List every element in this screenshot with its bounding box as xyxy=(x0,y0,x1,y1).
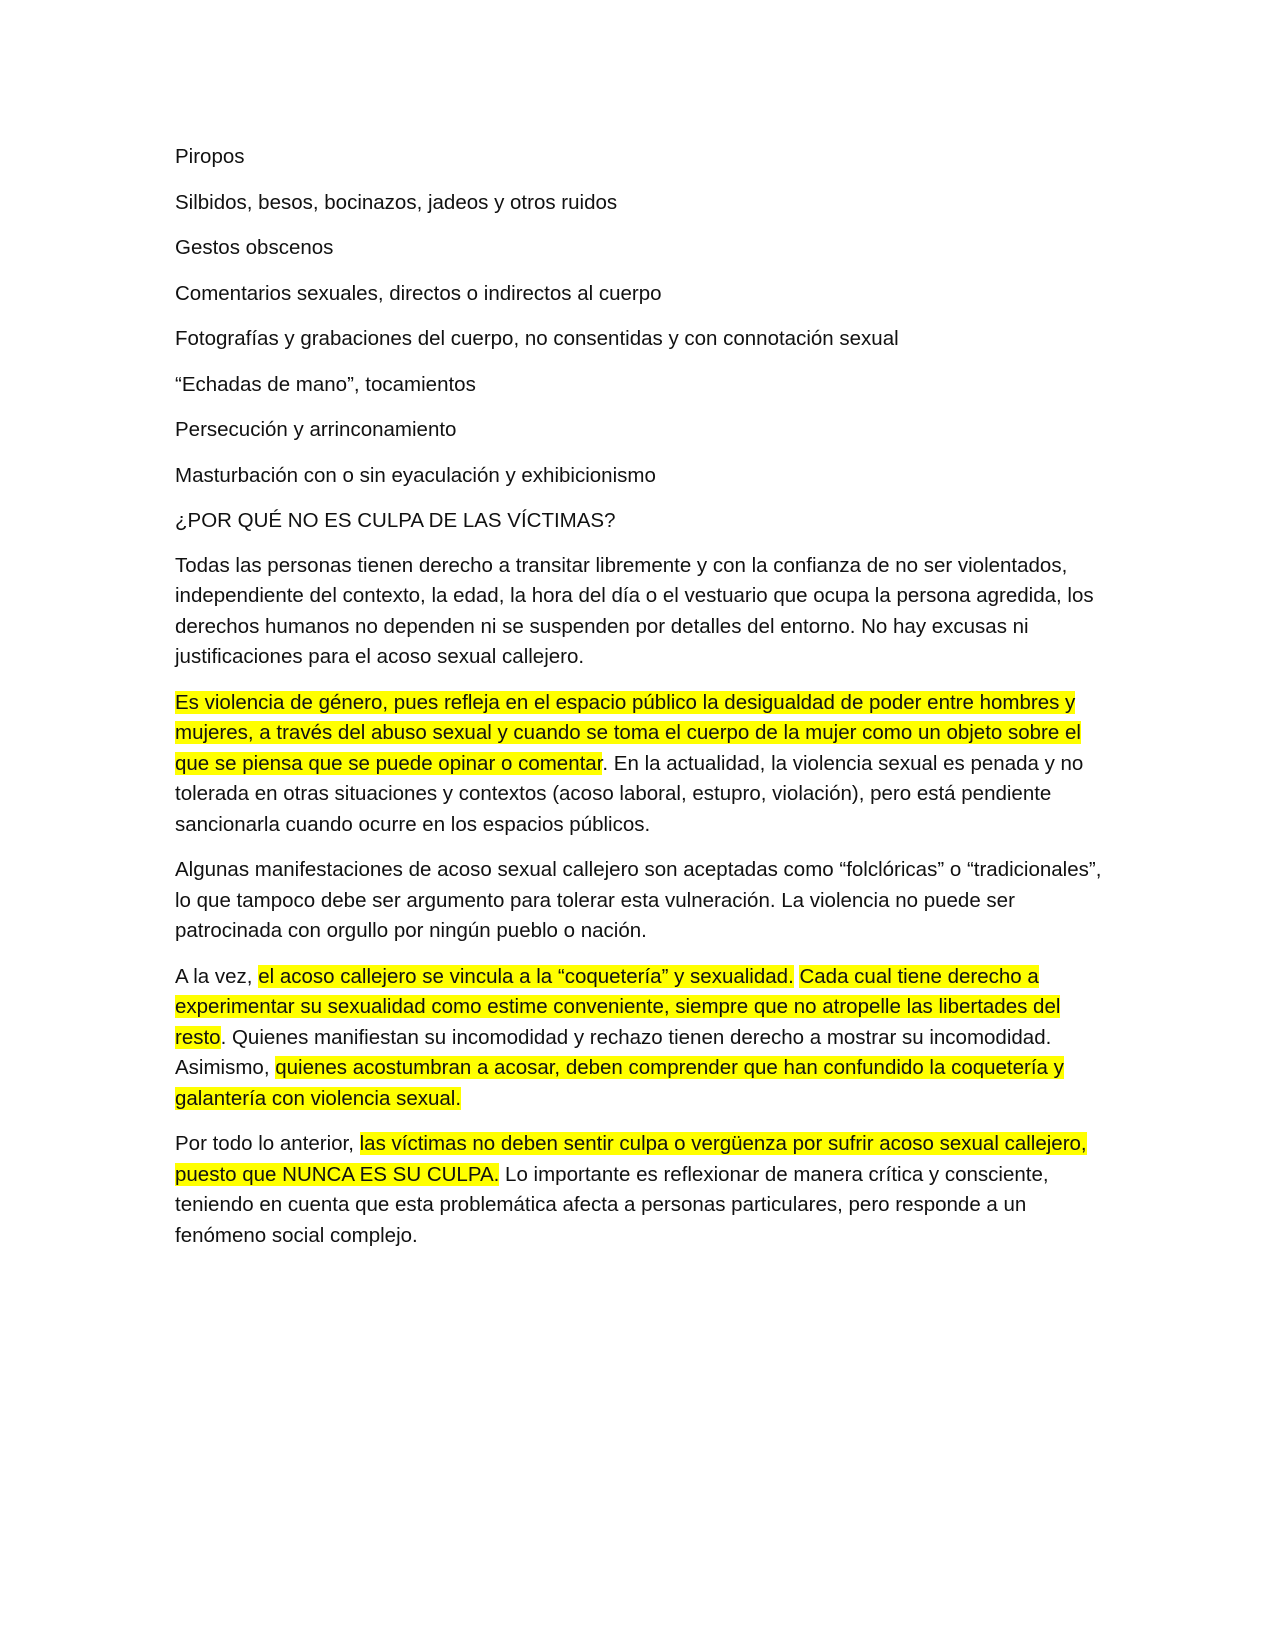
list-item: Silbidos, besos, bocinazos, jadeos y otros ruidos xyxy=(175,190,618,214)
highlighted-text: las víctimas no deben sentir culpa o vergüenza por sufrir acoso sexual callejero, puesto que NUNCA ES SU CULPA. xyxy=(175,1132,1087,1186)
highlighted-text: Es violencia de género, pues refleja en el espacio público la desigualdad de poder entre hombres y mujeres, a través del abuso sexual y cuando se toma el cuerpo de la mujer como un objeto sobre el que se piensa que se puede opinar o comentar xyxy=(175,690,1081,775)
highlighted-text: quienes acostumbran a acosar, deben comprender que han confundido la coquetería y galantería con violencia sexual. xyxy=(175,1056,1064,1110)
list-item: Comentarios sexuales, directos o indirectos al cuerpo xyxy=(175,281,662,305)
paragraph-text: . En la actualidad, la violencia sexual es penada y no tolerada en otras situaciones y contextos (acoso laboral, estupro, violación), pero está pendiente sancionarla cuando ocurre en los espacios públicos. xyxy=(175,751,1084,836)
paragraph-text: Por todo lo anterior, xyxy=(175,1132,360,1155)
paragraph-text: Lo importante es reflexionar de manera crítica y consciente, teniendo en cuenta que esta problemática afecta a personas particulares, pero responde a un fenómeno social complejo. xyxy=(175,1162,1049,1247)
paragraph-folklore: Algunas manifestaciones de acoso sexual callejero son aceptadas como “folclóricas” o “tradicionales”, lo que tampoco debe ser argumento para tolerar esta vulneración. La violencia no puede ser patrocinada con orgullo por ningún pueblo o nación. xyxy=(175,858,1102,942)
paragraph-flirting xyxy=(175,962,1105,1115)
paragraph-text: . Quienes manifiestan su incomodidad y rechazo tienen derecho a mostrar su incomodidad. Asimismo, xyxy=(175,1025,1052,1079)
list-item: Gestos obscenos xyxy=(175,236,334,259)
list-item: Piropos xyxy=(175,145,245,168)
paragraph-text: A la vez, xyxy=(175,964,259,988)
document-body xyxy=(175,142,1105,1266)
highlighted-text: el acoso callejero se vincula a la “coquetería” y sexualidad. xyxy=(258,964,794,988)
paragraph-conclusion xyxy=(175,1129,1105,1251)
highlighted-text: Cada cual tiene derecho a experimentar su sexualidad como estime conveniente, siempre que no atropelle las libertades del resto xyxy=(175,964,1061,1049)
list-item: Fotografías y grabaciones del cuerpo, no consentidas y con connotación sexual xyxy=(175,327,899,350)
paragraph-gender-violence xyxy=(175,688,1105,841)
paragraph-rights: Todas las personas tienen derecho a transitar libremente y con la confianza de no ser violentados, independiente del contexto, la edad, la hora del día o el vestuario que ocupa la persona agredida, los derechos humanos no dependen ni se suspenden por detalles del entorno. No hay excusas ni justificaciones para el acoso sexual callejero. xyxy=(175,553,1094,668)
list-item: Masturbación con o sin eyaculación y exhibicionismo xyxy=(175,463,656,487)
section-question-heading: ¿POR QUÉ NO ES CULPA DE LAS VÍCTIMAS? xyxy=(175,509,616,532)
list-item: Persecución y arrinconamiento xyxy=(175,418,457,441)
list-item: “Echadas de mano”, tocamientos xyxy=(175,372,476,396)
